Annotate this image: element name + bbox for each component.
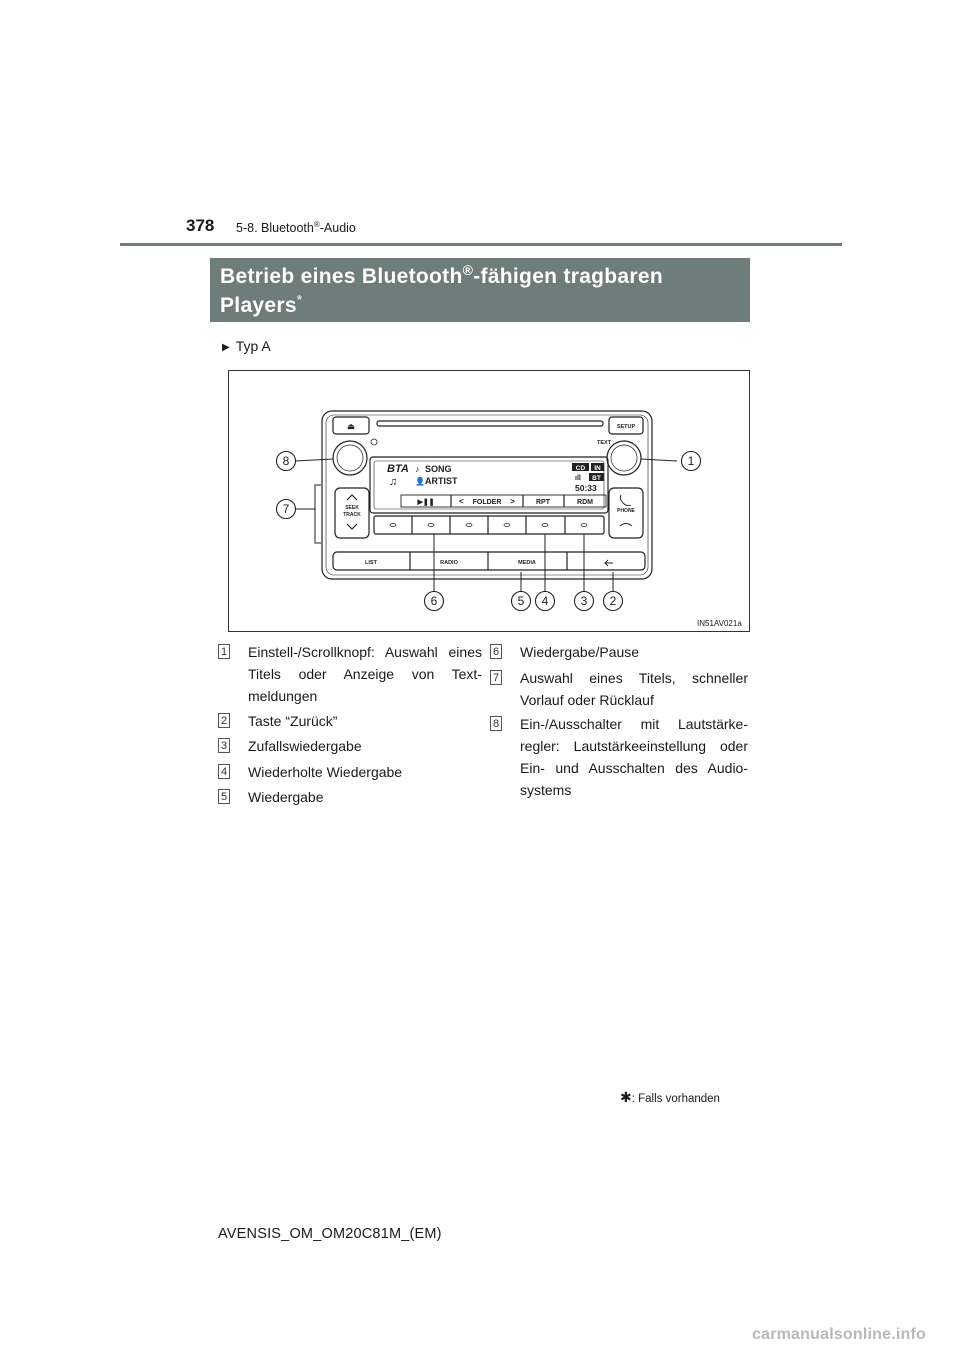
callout-8-text: 8 [282, 454, 290, 468]
callout-6-text: 6 [430, 594, 438, 608]
legend-text: Wiedergabe/Pause [520, 644, 640, 660]
legend-number: 7 [490, 670, 502, 685]
callout-4-text: 4 [541, 594, 549, 608]
legend-text: Ein-/Ausschalter mit Lautstärke-regler: Lautstärkeeinstellung oder Ein- und Ausschalten des Audio-systems [520, 716, 748, 798]
legend-text: Zufallswiedergabe [248, 738, 362, 754]
callout-3-text: 3 [580, 594, 588, 608]
song-label: SONG [425, 464, 452, 474]
music-note-icon: ♫ [389, 476, 398, 488]
watermark: carmanualsonline.info [752, 1326, 927, 1343]
rpt-label: RPT [536, 499, 550, 506]
heading-registered-mark: ® [462, 262, 474, 278]
callout-2-text: 2 [609, 594, 617, 608]
tune-knob [607, 441, 641, 475]
time-label: 50:33 [575, 483, 597, 493]
legend-number: 1 [218, 644, 230, 659]
heading-text-a: Betrieb eines Bluetooth [220, 265, 463, 288]
folder-label: FOLDER [472, 499, 502, 506]
chevron-left-icon: < [459, 497, 464, 506]
document-id: AVENSIS_OM_OM20C81M_(EM) [218, 1226, 442, 1242]
legend-text: Taste “Zurück” [248, 713, 338, 729]
in-label: IN [594, 465, 601, 472]
legend-number: 8 [490, 716, 502, 731]
page-heading [210, 258, 750, 322]
footnote-text: : Falls vorhanden [631, 1093, 720, 1105]
heading-line-2 [220, 291, 740, 320]
person-icon: 👤 [415, 477, 425, 486]
text-label: TEXT [596, 440, 612, 446]
footnote [620, 1089, 720, 1106]
signal-icon: ıll [575, 475, 581, 482]
legend-text: Wiederholte Wiedergabe [248, 764, 403, 780]
legend-number: 4 [218, 764, 230, 779]
list-label: LIST [365, 560, 377, 566]
setup-label: SETUP [616, 424, 636, 430]
page-number: 378 [186, 216, 215, 235]
chevron-right-icon: > [510, 497, 515, 506]
eject-icon: ⏏ [347, 422, 355, 431]
bta-label: BTA [387, 463, 409, 475]
phone-label: PHONE [617, 508, 635, 514]
section-title-text: 5-8. Bluetooth [236, 221, 314, 236]
cd-label: CD [575, 465, 586, 472]
heading-asterisk: * [296, 292, 303, 307]
bt-label: BT [592, 475, 601, 482]
bottom-button-row [333, 552, 645, 570]
legend-number: 6 [490, 644, 502, 659]
media-label: MEDIA [518, 560, 536, 566]
note-icon: ♪ [415, 464, 420, 474]
type-label-text: Typ A [235, 338, 271, 354]
power-icon [371, 439, 377, 445]
legend-number: 3 [218, 738, 230, 753]
preset-buttons [374, 516, 604, 534]
callout-1-text: 1 [687, 454, 695, 468]
registered-mark: ® [313, 220, 320, 229]
heading-text-c: Players [220, 294, 297, 317]
rdm-label: RDM [577, 499, 593, 506]
figure-code: IN51AV021a [697, 619, 742, 628]
callout-5-text: 5 [517, 594, 525, 608]
legend-number: 5 [218, 789, 230, 804]
track-label: TRACK [343, 512, 361, 518]
section-title [236, 220, 356, 235]
audio-unit-illustration [229, 371, 749, 631]
heading-text-b: -fähigen tragbaren [473, 265, 663, 288]
triangle-arrow-icon: ▶ [222, 342, 230, 353]
cd-slot [377, 421, 603, 426]
audio-unit-figure [228, 370, 750, 632]
legend-text: Einstell-/Scrollknopf: Auswahl eines Titels oder Anzeige von Text-meldungen [248, 644, 482, 704]
radio-label: RADIO [440, 560, 458, 566]
legend-number: 2 [218, 713, 230, 728]
type-label [222, 338, 271, 354]
header-rule [120, 243, 842, 246]
play-pause-icon: ▶❚❚ [417, 499, 435, 506]
asterisk-icon: ✱ [620, 1089, 632, 1105]
heading-line-1 [220, 262, 740, 291]
volume-knob [333, 441, 367, 475]
artist-label: ARTIST [425, 476, 458, 486]
seek-label: SEEK [345, 505, 359, 511]
callout-7-text: 7 [282, 502, 290, 516]
legend-text: Wiedergabe [248, 789, 324, 805]
section-title-tail: -Audio [319, 221, 356, 236]
legend-text: Auswahl eines Titels, schneller Vorlauf oder Rücklauf [520, 670, 748, 708]
